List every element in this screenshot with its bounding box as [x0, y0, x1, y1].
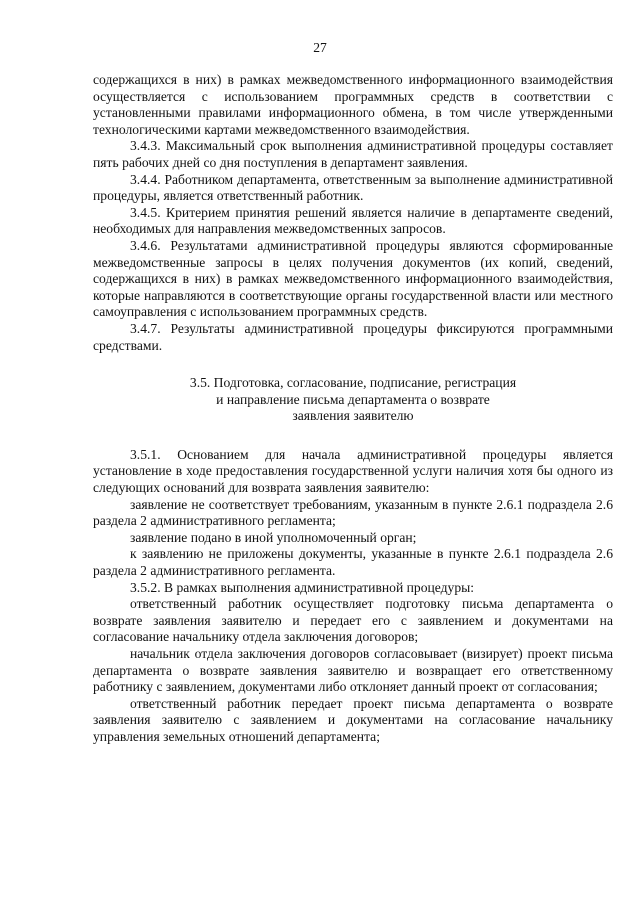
list-item: к заявлению не приложены документы, указанные в пункте 2.6.1 подраздела 2.6 раздела 2 административного регламента.: [93, 546, 613, 579]
list-item: ответственный работник осуществляет подготовку письма департамента о возврате заявления заявителю и передает его с заявлением и документами на согласование начальнику отдела заключения договоров;: [93, 596, 613, 645]
section-heading-3-5: [93, 375, 613, 425]
list-item: заявление не соответствует требованиям, указанным в пункте 2.6.1 подраздела 2.6 раздела 2 административного регламента;: [93, 496, 613, 529]
paragraph-3-4-4: 3.4.4. Работником департамента, ответственным за выполнение административной процедуры, является ответственный работник.: [93, 171, 613, 204]
document-body: [93, 72, 613, 746]
list-item: заявление подано в иной уполномоченный орган;: [130, 529, 417, 545]
section-heading-line: 3.5. Подготовка, согласование, подписание, регистрация: [189, 375, 517, 391]
paragraph-3-4-5: 3.4.5. Критерием принятия решений является наличие в департаменте сведений, необходимых для направления межведомственных запросов.: [93, 204, 613, 237]
paragraph-3-5-1: 3.5.1. Основанием для начала административной процедуры является установление в ходе предоставления государственной услуги наличия хотя бы одного из следующих оснований для возврата заявления заявителю:: [93, 446, 613, 496]
list-item: ответственный работник передает проект письма департамента о возврате заявления заявителю с заявлением и документами на согласование начальнику управления земельных отношений департамента;: [93, 695, 613, 744]
paragraph-3-5-2: 3.5.2. В рамках выполнения административной процедуры:: [130, 579, 475, 595]
paragraph-continuation: содержащихся в них) в рамках межведомственного информационного взаимодействия осуществляется с использованием программных средств в соответствии с установленными правилами информационного обмена, в том числе утвержденными технологическими картами межведомственного взаимодействия.: [93, 72, 613, 137]
paragraph-3-4-7: 3.4.7. Результаты административной процедуры фиксируются программными средствами.: [93, 320, 613, 353]
section-heading-line: заявления заявителю: [292, 408, 414, 424]
paragraph-3-4-3: 3.4.3. Максимальный срок выполнения административной процедуры составляет пять рабочих дней со дня поступления в департамент заявления.: [93, 138, 613, 170]
page-number: 27: [313, 40, 327, 55]
section-heading-line: и направление письма департамента о возврате: [216, 391, 490, 407]
list-item: начальник отдела заключения договоров согласовывает (визирует) проект письма департамента о возврате заявления заявителю и возвращает его ответственному работнику с заявлением, документами либо отклоняет данный проект от согласования;: [93, 646, 613, 695]
paragraph-3-4-6: 3.4.6. Результатами административной процедуры являются сформированные межведомственные запросы в целях получения документов (их копий, сведений, содержащихся в них) в рамках межведомственного информационного взаимодействия, которые направляются в соответствующие органы государственной власти или местного самоуправления с использованием программных средств.: [93, 237, 613, 320]
